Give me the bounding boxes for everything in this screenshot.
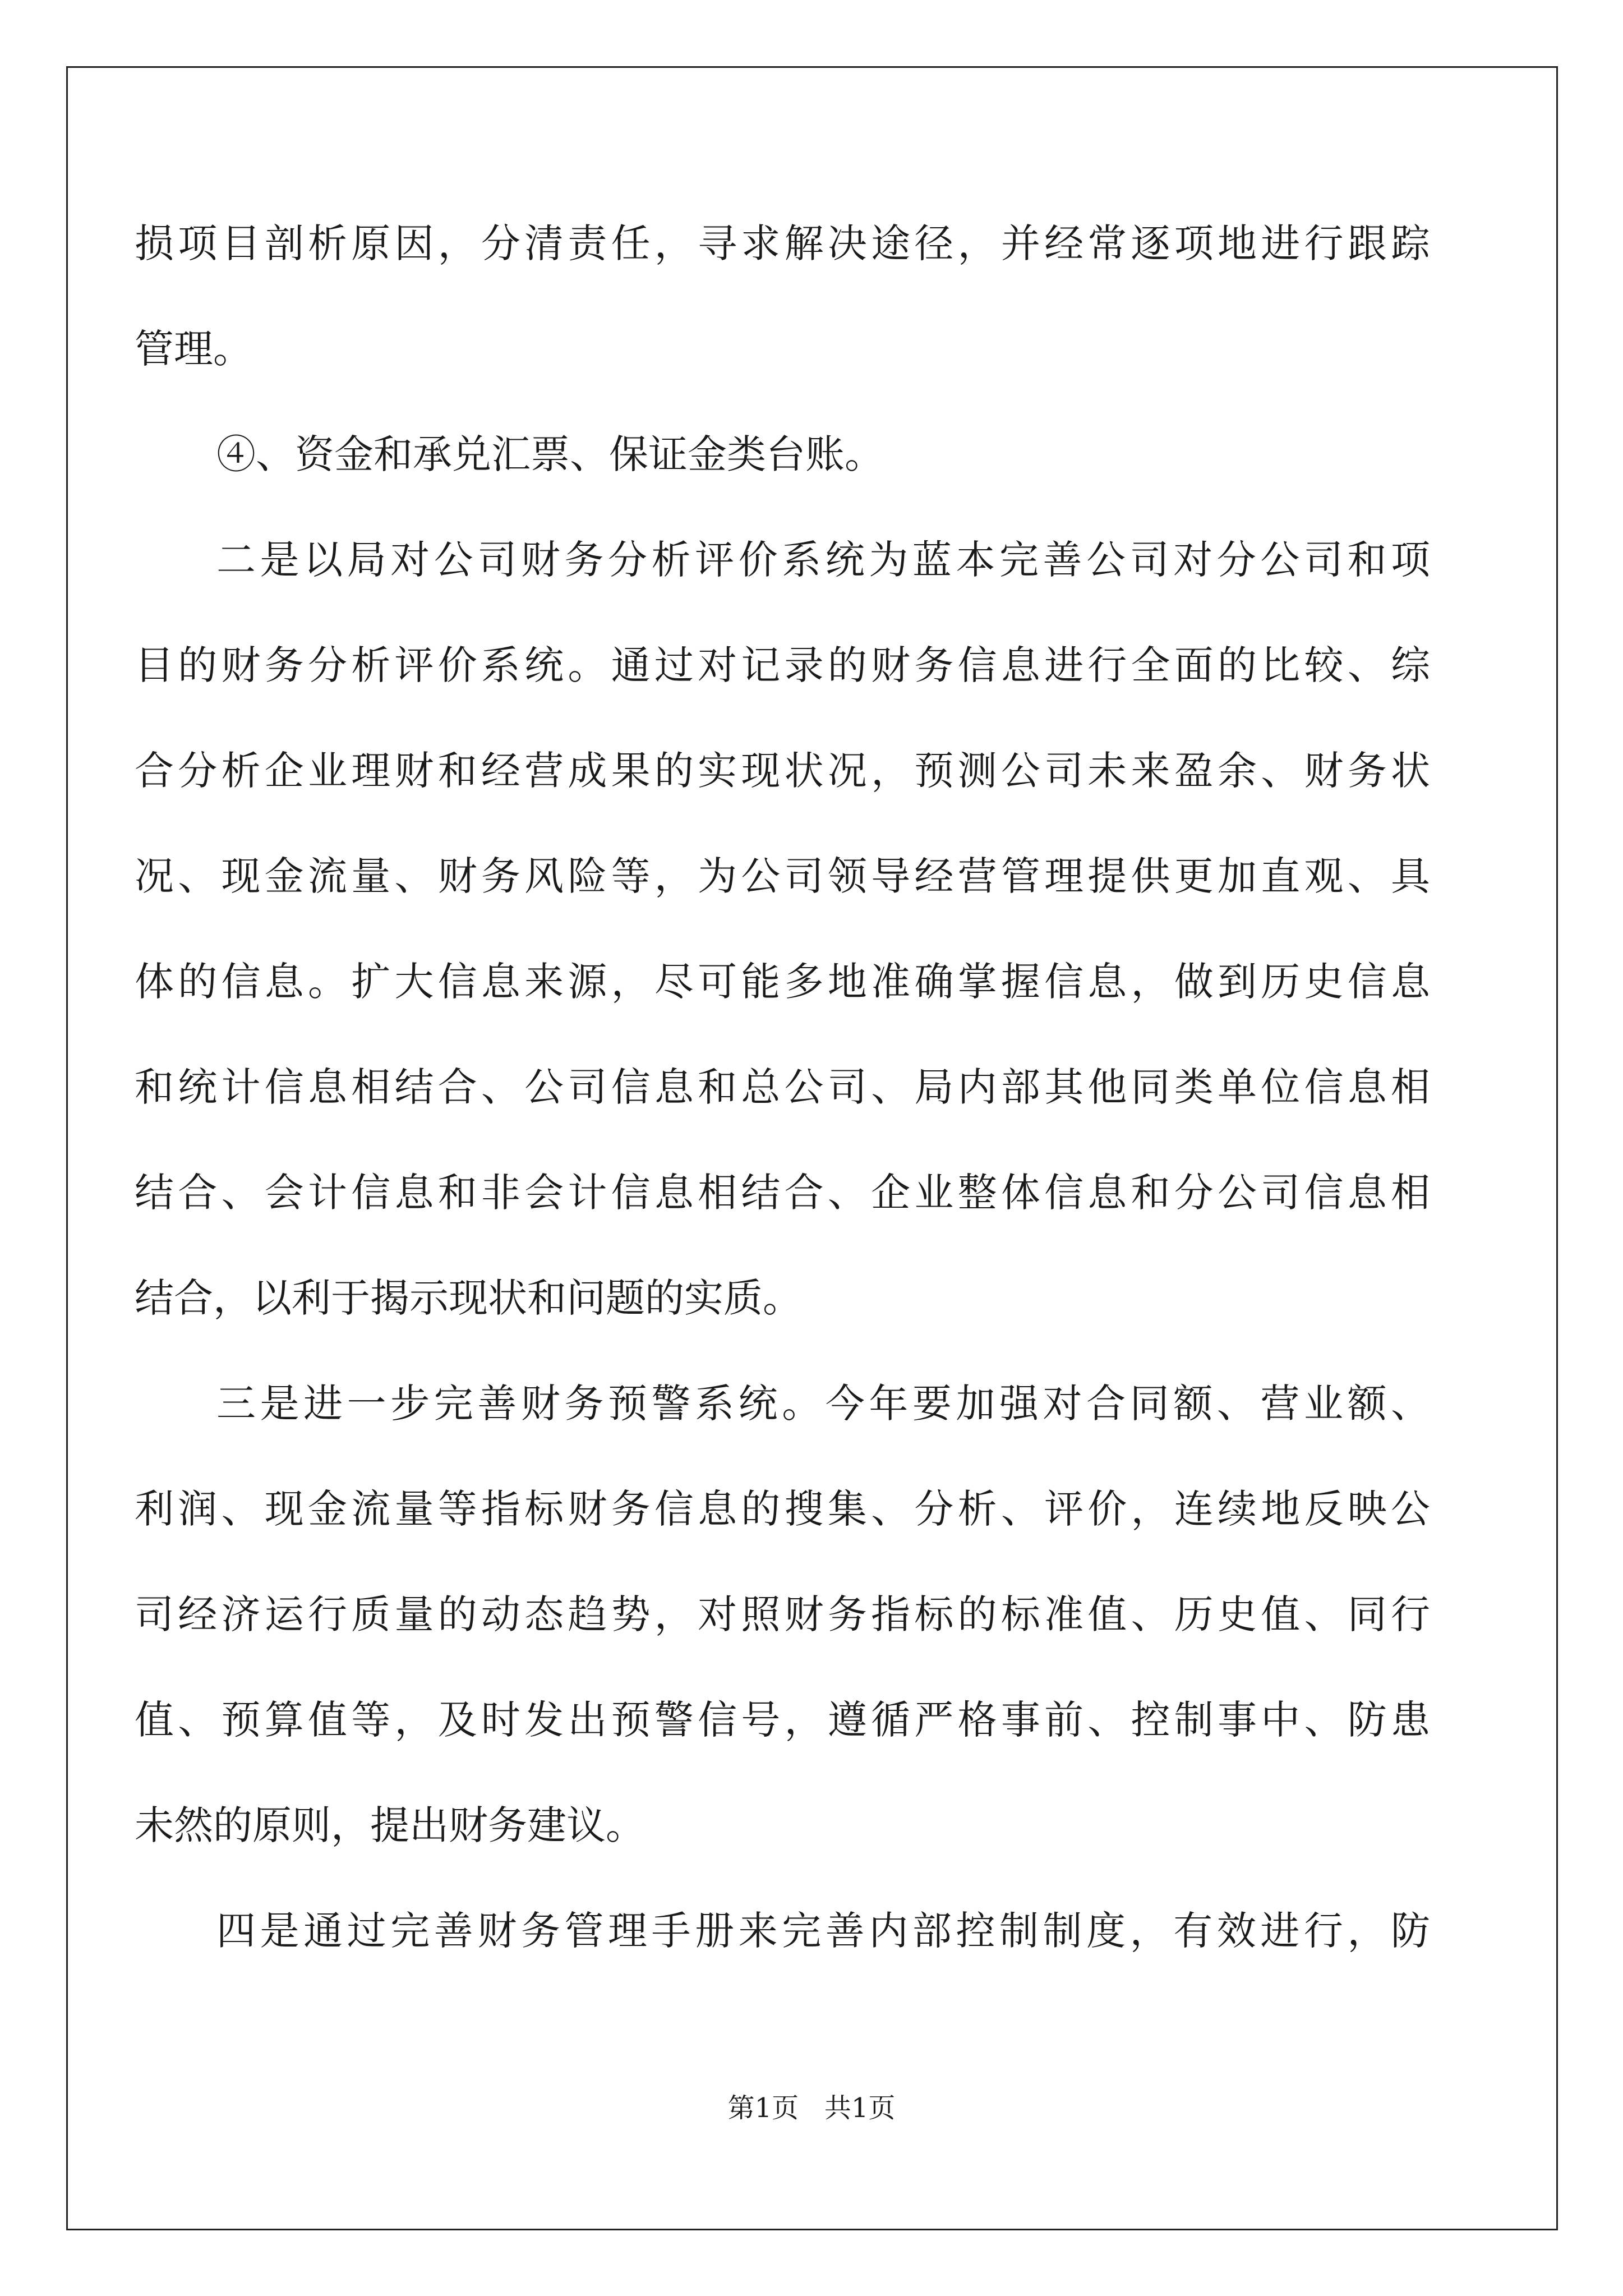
text-line: 结合、会计信息和非会计信息相结合、企业整体信息和分公司信息相 bbox=[135, 1170, 1430, 1216]
text-line: 未然的原则，提出财务建议。 bbox=[135, 1802, 645, 1848]
text-line: 四是通过完善财务管理手册来完善内部控制制度，有效进行，防 bbox=[216, 1908, 1430, 1954]
text-line: 利润、现金流量等指标财务信息的搜集、分析、评价，连续地反映公 bbox=[135, 1486, 1430, 1532]
text-line: 结合，以利于揭示现状和问题的实质。 bbox=[135, 1275, 802, 1321]
text-line: 体的信息。扩大信息来源，尽可能多地准确掌握信息，做到历史信息 bbox=[135, 959, 1430, 1005]
page-number: 第1页 共1页 bbox=[727, 2092, 896, 2124]
document-body bbox=[135, 191, 1430, 1984]
text-line: 和统计信息相结合、公司信息和总公司、局内部其他同类单位信息相 bbox=[135, 1064, 1430, 1110]
text-line: 值、预算值等，及时发出预警信号，遵循严格事前、控制事中、防患 bbox=[135, 1697, 1430, 1743]
text-line: 目的财务分析评价系统。通过对记录的财务信息进行全面的比较、综 bbox=[135, 642, 1430, 688]
text-line: 三是进一步完善财务预警系统。今年要加强对合同额、营业额、 bbox=[216, 1381, 1430, 1427]
text-line: 管理。 bbox=[135, 326, 252, 372]
text-line: 二是以局对公司财务分析评价系统为蓝本完善公司对分公司和项 bbox=[216, 537, 1430, 583]
text-line: ④、资金和承兑汇票、保证金类台账。 bbox=[216, 431, 884, 477]
text-line: 司经济运行质量的动态趋势，对照财务指标的标准值、历史值、同行 bbox=[135, 1591, 1430, 1637]
text-line: 合分析企业理财和经营成果的实现状况，预测公司未来盈余、财务状 bbox=[135, 748, 1430, 794]
text-line: 损项目剖析原因，分清责任，寻求解决途径，并经常逐项地进行跟踪 bbox=[135, 220, 1430, 266]
text-line: 况、现金流量、财务风险等，为公司领导经营管理提供更加直观、具 bbox=[135, 853, 1430, 899]
